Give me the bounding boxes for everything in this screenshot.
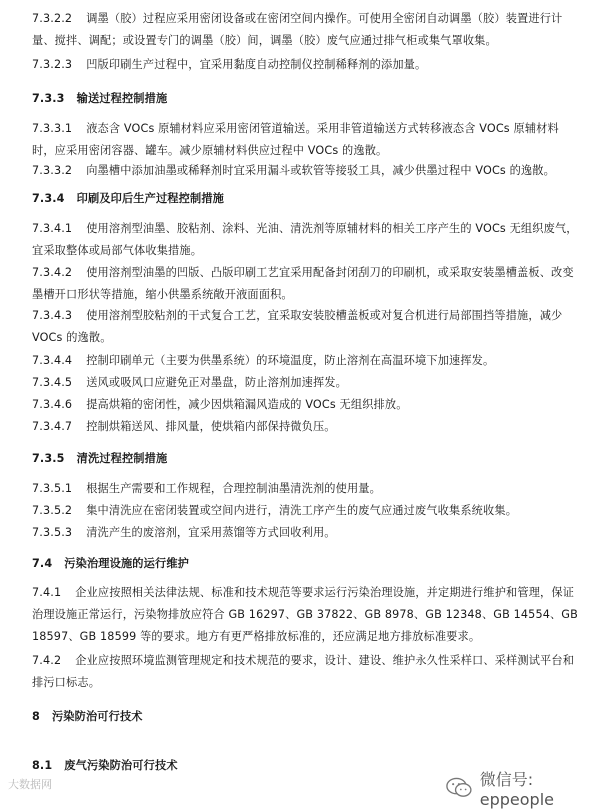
clause-number: 7.3.4.4 — [32, 354, 73, 367]
clause-7-3-4-4 — [32, 350, 580, 372]
clause-number: 7.3.4.2 — [32, 266, 73, 279]
clause-number: 7.3.5.1 — [32, 482, 73, 495]
watermark-wechat — [445, 767, 607, 809]
clause-text: 使用溶剂型油墨的凹版、凸版印刷工艺宜采用配备封闭刮刀的印刷机，或采取安装墨槽盖板、改变墨槽开口形状等措施，缩小供墨系统敞开液面面积。 — [32, 266, 574, 301]
clause-text: 提高烘箱的密闭性，减少因烘箱漏风造成的 VOCs 无组织排放。 — [86, 398, 408, 411]
clause-number: 7.3.4.6 — [32, 398, 73, 411]
heading-7-3-5 — [32, 448, 580, 470]
heading-text: 污染防治可行技术 — [51, 710, 143, 723]
clause-7-3-4-6 — [32, 394, 580, 416]
clause-text: 控制印刷单元（主要为供墨系统）的环境温度，防止溶剂在高温环境下加速挥发。 — [86, 354, 495, 367]
clause-7-4-1 — [32, 582, 580, 648]
clause-7-3-4-7 — [32, 416, 580, 438]
clause-7-3-5-3 — [32, 522, 580, 544]
heading-7-4 — [32, 553, 580, 575]
wechat-account: 微信号: eppeople — [479, 770, 554, 809]
clause-text: 使用溶剂型油墨、胶粘剂、涂料、光油、清洗剂等原辅材料的相关工序产生的 VOCs 无组织废气，宜采取整体或局部气体收集措施。 — [32, 222, 578, 257]
watermark-left: 大数据网 — [8, 778, 52, 791]
clause-text: 使用溶剂型胶粘剂的干式复合工艺，宜采取安装胶槽盖板或对复合机进行局部围挡等措施，减少 VOCs 的逸散。 — [32, 309, 563, 344]
clause-number: 7.3.4.1 — [32, 222, 73, 235]
clause-number: 7.3.2.2 — [32, 12, 73, 25]
heading-text: 清洗过程控制措施 — [76, 452, 168, 465]
wechat-icon — [445, 776, 474, 800]
heading-number: 7.3.5 — [32, 452, 65, 465]
clause-7-3-3-1 — [32, 118, 580, 162]
clause-text: 调墨（胶）过程应采用密闭设备或在密闭空间内操作。可使用全密闭自动调墨（胶）装置进行计量、搅拌、调配；或设置专门的调墨（胶）间，调墨（胶）废气应通过排气柜或集气罩收集。 — [32, 12, 563, 47]
heading-number: 8 — [32, 710, 40, 723]
heading-number: 8.1 — [32, 759, 53, 772]
clause-7-3-4-3 — [32, 305, 580, 349]
heading-text: 污染治理设施的运行维护 — [64, 557, 189, 570]
clause-number: 7.3.4.5 — [32, 376, 73, 389]
clause-number: 7.3.2.3 — [32, 58, 73, 71]
clause-7-3-4-2 — [32, 262, 580, 306]
clause-number: 7.4.1 — [32, 586, 62, 599]
clause-7-3-4-1 — [32, 218, 580, 262]
heading-text: 印刷及印后生产过程控制措施 — [76, 192, 224, 205]
clause-number: 7.3.4.3 — [32, 309, 73, 322]
clause-7-3-2-2 — [32, 8, 580, 52]
clause-number: 7.3.5.2 — [32, 504, 73, 517]
heading-text: 输送过程控制措施 — [76, 92, 168, 105]
clause-text: 企业应按照环境监测管理规定和技术规范的要求，设计、建设、维护永久性采样口、采样测试平台和排污口标志。 — [32, 654, 575, 689]
clause-number: 7.3.3.2 — [32, 164, 73, 177]
heading-8 — [32, 706, 580, 728]
heading-number: 7.3.3 — [32, 92, 65, 105]
heading-7-3-3 — [32, 88, 580, 110]
clause-text: 清洗产生的废溶剂，宜采用蒸馏等方式回收利用。 — [86, 526, 336, 539]
clause-text: 向墨槽中添加油墨或稀释剂时宜采用漏斗或软管等接驳工具，减少供墨过程中 VOCs 的逸散。 — [86, 164, 555, 177]
clause-text: 企业应按照相关法律法规、标准和技术规范等要求运行污染治理设施，并定期进行维护和管理，保证治理设施正常运行，污染物排放应符合 GB 16297、GB 37822、GB 8978、GB 12348、GB 14554、GB 18597、GB 18599 等的要求。地方有更严格排放标准的，还应满足地方排放标准要求。 — [32, 586, 578, 643]
clause-7-3-5-1 — [32, 478, 580, 500]
clause-7-4-2 — [32, 650, 580, 694]
clause-number: 7.4.2 — [32, 654, 62, 667]
clause-text: 根据生产需要和工作规程，合理控制油墨清洗剂的使用量。 — [86, 482, 381, 495]
clause-text: 凹版印刷生产过程中，宜采用黏度自动控制仪控制稀释剂的添加量。 — [86, 58, 427, 71]
clause-number: 7.3.3.1 — [32, 122, 73, 135]
clause-7-3-5-2 — [32, 500, 580, 522]
clause-text: 送风或吸风口应避免正对墨盘，防止溶剂加速挥发。 — [86, 376, 347, 389]
clause-number: 7.3.4.7 — [32, 420, 73, 433]
clause-text: 控制烘箱送风、排风量，使烘箱内部保持微负压。 — [86, 420, 336, 433]
heading-text: 废气污染防治可行技术 — [64, 759, 178, 772]
heading-7-3-4 — [32, 188, 580, 210]
clause-number: 7.3.5.3 — [32, 526, 73, 539]
clause-7-3-3-2 — [32, 160, 580, 182]
clause-7-3-4-5 — [32, 372, 580, 394]
clause-text: 集中清洗应在密闭装置或空间内进行，清洗工序产生的废气应通过废气收集系统收集。 — [86, 504, 518, 517]
heading-number: 7.4 — [32, 557, 53, 570]
heading-number: 7.3.4 — [32, 192, 65, 205]
clause-text: 液态含 VOCs 原辅材料应采用密闭管道输送。采用非管道输送方式转移液态含 VOCs 原辅材料时，应采用密闭容器、罐车。减少原辅材料供应过程中 VOCs 的逸散。 — [32, 122, 559, 157]
clause-7-3-2-3 — [32, 54, 580, 76]
